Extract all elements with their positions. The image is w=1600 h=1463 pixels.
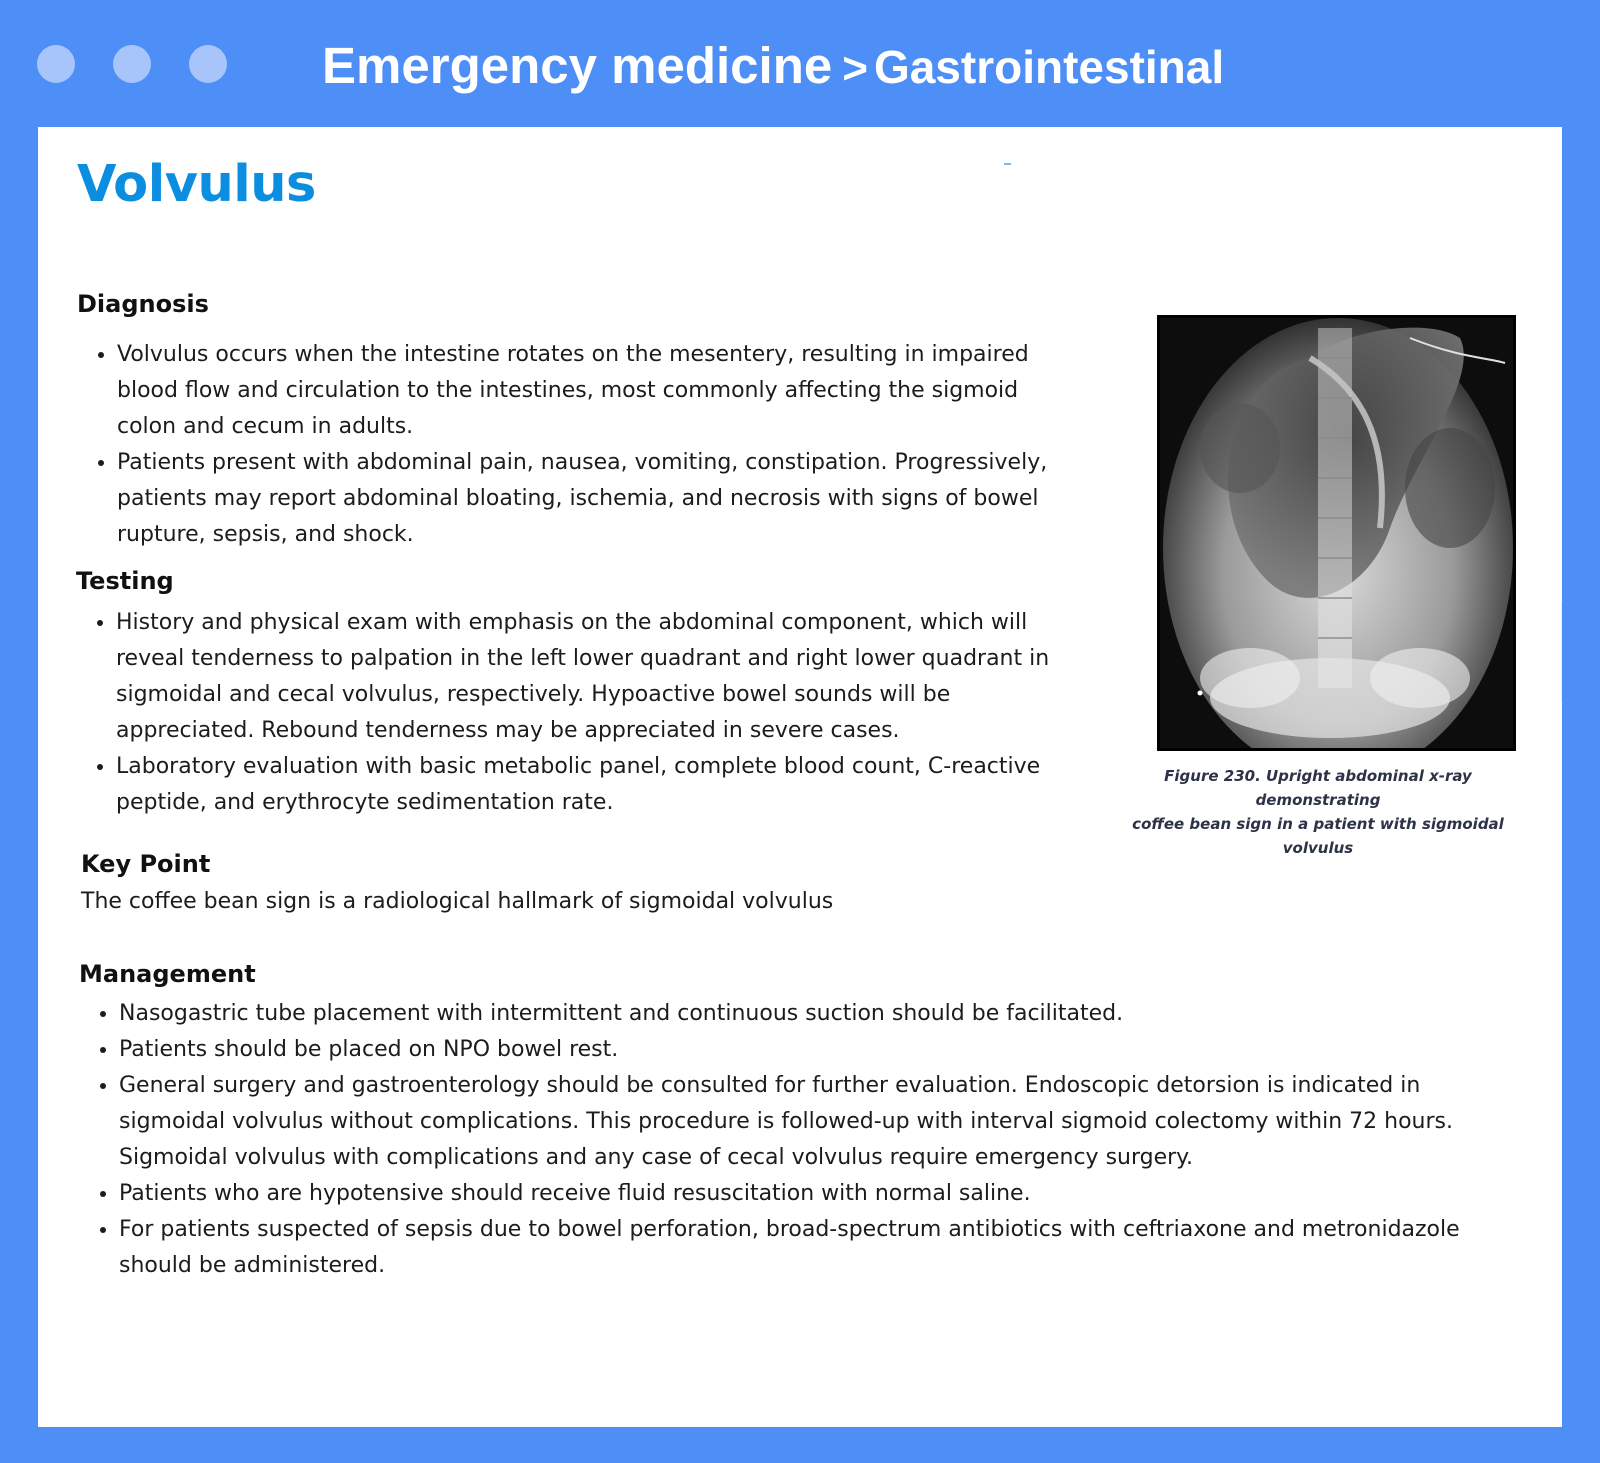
window-control-dot[interactable] <box>189 45 227 83</box>
diagnosis-list <box>77 337 1083 553</box>
xray-figure <box>1157 315 1516 751</box>
list-item: • Laboratory evaluation with basic metabolic panel, complete blood count, C-reactive peptide, and erythrocyte sedimentation rate. <box>116 749 1084 821</box>
figure-caption-line: Figure 230. Upright abdominal x-ray demonstrating <box>1164 767 1472 809</box>
xray-image <box>1160 318 1513 748</box>
window-control-dot[interactable] <box>37 45 75 83</box>
content-panel <box>38 127 1562 1427</box>
breadcrumb <box>322 30 1224 115</box>
breadcrumb-separator: > <box>842 44 868 93</box>
diagnosis-heading: Diagnosis <box>77 290 209 318</box>
management-list <box>79 996 1519 1284</box>
breadcrumb-subsection[interactable]: Gastrointestinal <box>873 41 1225 93</box>
testing-list <box>76 605 1084 821</box>
list-item: • Volvulus occurs when the intestine rotates on the mesentery, resulting in impaired blood flow and circulation to the intestines, most commonly affecting the sigmoid colon and cecum in adults. <box>117 337 1083 445</box>
breadcrumb-section[interactable]: Emergency medicine <box>322 37 833 94</box>
management-heading: Management <box>79 960 256 988</box>
testing-heading: Testing <box>76 567 174 595</box>
list-item: • General surgery and gastroenterology should be consulted for further evaluation. Endoscopic detorsion is indicated in sigmoidal volvulus without complications. This procedure is followed-up with interval sigmoid colectomy within 72 hours. Sigmoidal volvulus with complications and any case of cecal volvulus require emergency surgery. <box>119 1068 1519 1176</box>
page-title: Volvulus <box>77 155 316 214</box>
list-item: • Patients present with abdominal pain, nausea, vomiting, constipation. Progressively, patients may report abdominal bloating, ischemia, and necrosis with signs of bowel rupture, sepsis, and shock. <box>117 445 1083 553</box>
list-item: • Patients who are hypotensive should receive fluid resuscitation with normal saline. <box>119 1176 1519 1212</box>
key-point-heading: Key Point <box>81 850 211 878</box>
key-point-text: The coffee bean sign is a radiological hallmark of sigmoidal volvulus <box>81 889 834 914</box>
list-item: • History and physical exam with emphasis on the abdominal component, which will reveal tenderness to palpation in the left lower quadrant and right lower quadrant in sigmoidal and cecal volvulus, respectively. Hypoactive bowel sounds will be appreciated. Rebound tenderness may be appreciated in severe cases. <box>116 605 1084 749</box>
decorative-mark <box>1004 163 1011 165</box>
figure-caption-line: coffee bean sign in a patient with sigmoidal volvulus <box>1132 815 1504 857</box>
window-control-dot[interactable] <box>113 45 151 83</box>
divider <box>1561 602 1562 702</box>
list-item: • Patients should be placed on NPO bowel rest. <box>119 1032 1519 1068</box>
figure-caption <box>1108 764 1528 860</box>
title-bar <box>0 0 1600 127</box>
list-item: • Nasogastric tube placement with intermittent and continuous suction should be facilitated. <box>119 996 1519 1032</box>
list-item: • For patients suspected of sepsis due to bowel perforation, broad-spectrum antibiotics with ceftriaxone and metronidazole should be administered. <box>119 1212 1519 1284</box>
